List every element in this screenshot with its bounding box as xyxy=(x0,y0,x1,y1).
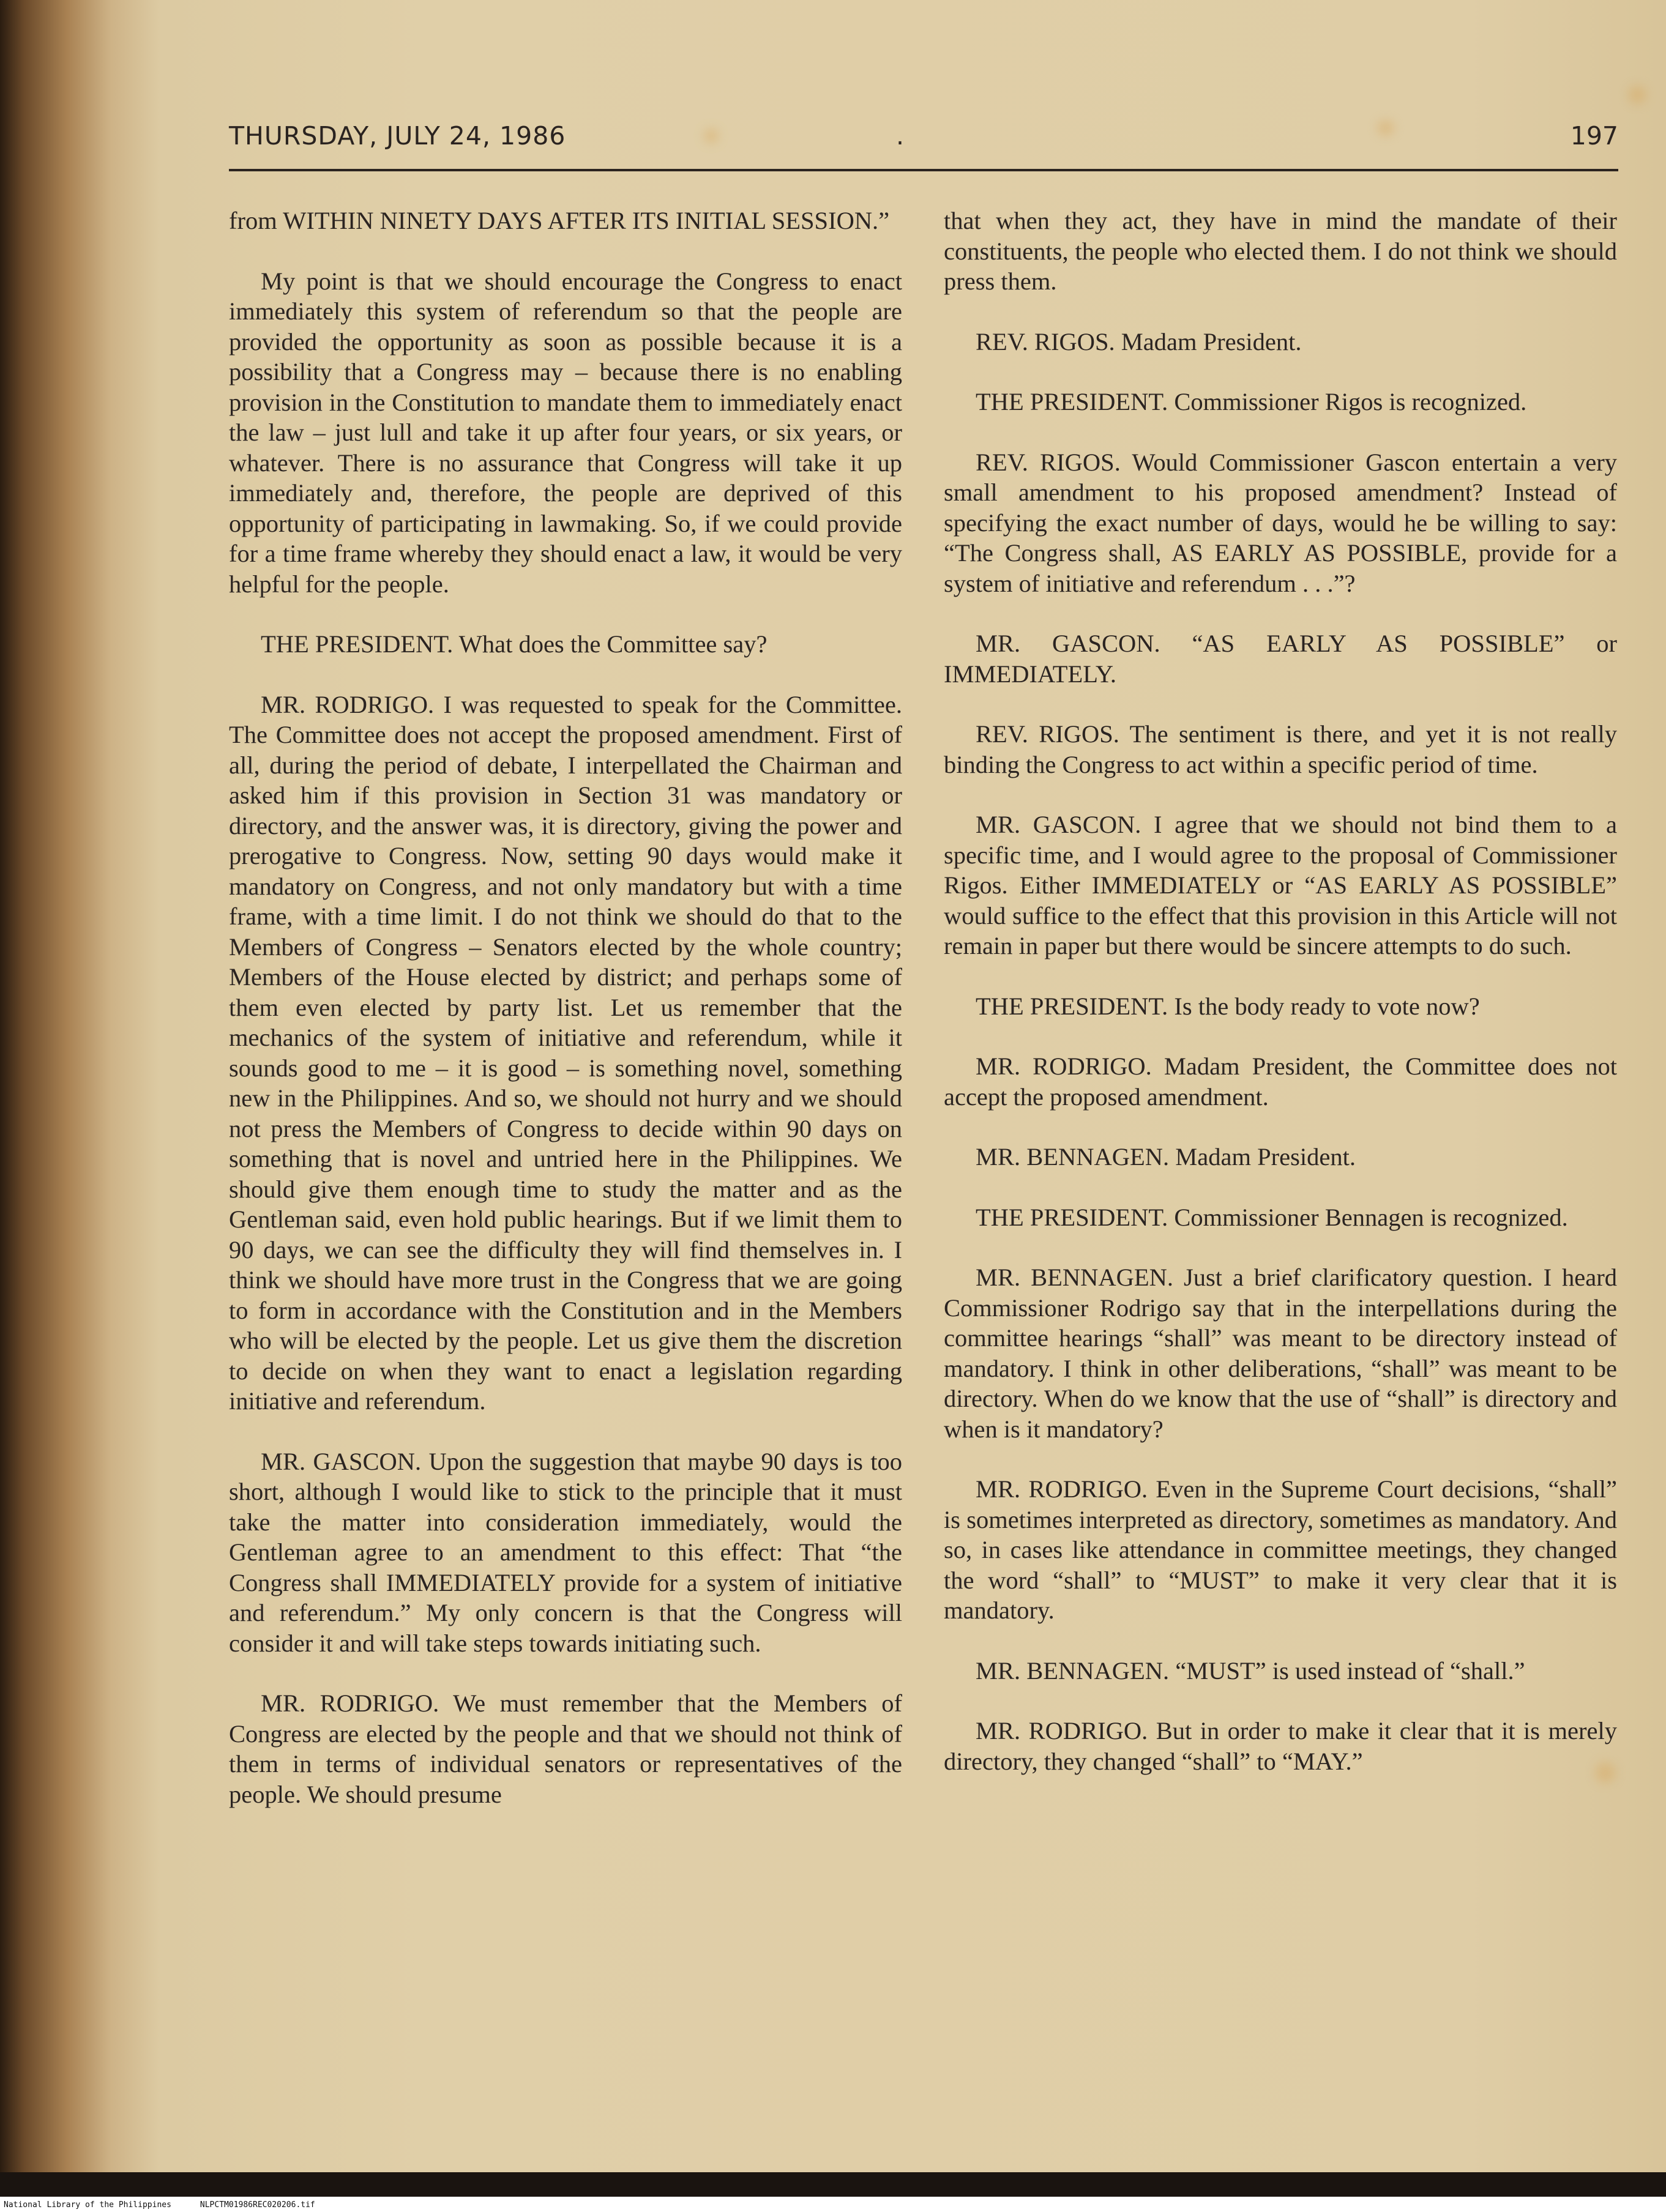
paragraph: MR. BENNAGEN. “MUST” is used instead of “shall.” xyxy=(976,1656,1525,1685)
paragraph: MR. RODRIGO. We must remember that the Members of Congress are elected by the people and that we should not think of them in terms of individual senators or representatives of the people. We should presume xyxy=(229,1689,902,1808)
paragraph: MR. RODRIGO. I was requested to speak for the Committee. The Committee does not accept the proposed amendment. First of all, during the period of debate, I interpellated the Chairman and asked him if this provision in Section 31 was mandatory or directory, and the answer was, it is directory, giving the power and prerogative to Congress. Now, setting 90 days would make it mandatory on Congress, and not only mandatory but with a time frame, with a time limit. I do not think we should do that to the Members of Congress – Senators elected by the whole country; Members of the House elected by district; and perhaps some of them even elected by party list. Let us remember that the mechanics of the system of initiative and referendum, while it sounds good to me – it is good – is something novel, something new in the Philippines. And so, we should not hurry and we should not press the Members of Congress to decide within 90 days on something that is novel and untried here in the Philippines. We should give them enough time to study the matter and as the Gentleman said, even hold public hearings. But if we limit them to 90 days, we can see the difficulty they will find themselves in. I think we should have more trust in the Congress that we are going to form in accordance with the Constitution and in the Members who will be elected by the people. Let us give them the discretion to decide on when they want to enact a legislation regarding initiative and referendum. xyxy=(229,690,902,1415)
paragraph: MR. GASCON. Upon the suggestion that maybe 90 days is too short, although I would like to stick to the principle that it must take the matter into consideration immediately, would the Gentleman agree to an amendment to this effect: That “the Congress shall IMMEDIATELY provide for a system of initiative and referendum.” My only concern is that the Congress will consider it and will take steps towards initiating such. xyxy=(229,1447,902,1657)
right-column xyxy=(944,206,1617,1806)
paragraph: MR. GASCON. I agree that we should not bind them to a specific time, and I would agree to the proposal of Commissioner Rigos. Either IMMEDIATELY or “AS EARLY AS POSSIBLE” would suffice to the effect that this provision in this Article will not remain in paper but there would be sincere attempts to do such. xyxy=(944,811,1617,959)
paragraph: THE PRESIDENT. What does the Committee say? xyxy=(261,630,768,658)
left-column xyxy=(229,206,902,1839)
scan-footer xyxy=(4,2200,315,2210)
paragraph: THE PRESIDENT. Commissioner Bennagen is recognized. xyxy=(976,1203,1568,1231)
paragraph: that when they act, they have in mind the mandate of their constituents, the people who elected them. I do not think we should press them. xyxy=(944,207,1617,295)
stain-spot xyxy=(1628,86,1646,104)
paragraph: My point is that we should encourage the Congress to enact immediately this system of referendum so that the people are provided the opportunity as soon as possible because it is a possibility that a Congress may – because there is no enabling provision in the Constitution to mandate them to immediately enact the law – just lull and take it up after four years, or six years, or whatever. There is no assurance that Congress will take it up immediately and, therefore, the people are deprived of this opportunity of participating in lawmaking. So, if we could provide for a time frame whereby they should enact a law, it would be very helpful for the people. xyxy=(229,267,902,598)
paragraph: REV. RIGOS. Would Commissioner Gascon entertain a very small amendment to his proposed amendment? Instead of specifying the exact number of days, would he be willing to say: “The Congress shall, AS EARLY AS POSSIBLE, provide for a system of initiative and referendum . . .”? xyxy=(944,448,1617,597)
scan-bottom-edge xyxy=(0,2172,1666,2197)
paragraph: MR. GASCON. “AS EARLY AS POSSIBLE” or IMMEDIATELY. xyxy=(944,630,1617,688)
page-header xyxy=(229,121,1618,158)
header-dot: . xyxy=(896,121,905,151)
header-date: THURSDAY, JULY 24, 1986 xyxy=(229,121,566,151)
paragraph: from WITHIN NINETY DAYS AFTER ITS INITIAL SESSION.” xyxy=(229,207,890,234)
footer-source: National Library of the Philippines xyxy=(4,2200,171,2210)
footer-filename: NLPCTM01986REC020206.tif xyxy=(200,2200,315,2210)
paragraph: REV. RIGOS. Madam President. xyxy=(976,327,1302,356)
page-number: 197 xyxy=(1570,121,1618,151)
paragraph: REV. RIGOS. The sentiment is there, and yet it is not really binding the Congress to act within a specific period of time. xyxy=(944,720,1617,778)
paragraph: MR. BENNAGEN. Madam President. xyxy=(976,1143,1356,1171)
header-rule xyxy=(229,169,1618,171)
paragraph: MR. RODRIGO. Madam President, the Committee does not accept the proposed amendment. xyxy=(944,1052,1617,1111)
paragraph: THE PRESIDENT. Commissioner Rigos is recognized. xyxy=(976,388,1527,415)
paragraph: MR. RODRIGO. But in order to make it clear that it is merely directory, they changed “shall” to “MAY.” xyxy=(944,1717,1617,1775)
paragraph: MR. BENNAGEN. Just a brief clarificatory question. I heard Commissioner Rodrigo say that in the interpellations during the committee hearings “shall” was meant to be directory instead of mandatory. I think in other deliberations, “shall” was meant to be directory. When do we know that the use of “shall” is directory and when is it mandatory? xyxy=(944,1264,1617,1443)
paragraph: THE PRESIDENT. Is the body ready to vote now? xyxy=(976,992,1480,1020)
paragraph: MR. RODRIGO. Even in the Supreme Court decisions, “shall” is sometimes interpreted as directory, sometimes as mandatory. And so, in cases like attendance in committee meetings, they changed the word “shall” to “MUST” to make it very clear that it is mandatory. xyxy=(944,1475,1617,1624)
